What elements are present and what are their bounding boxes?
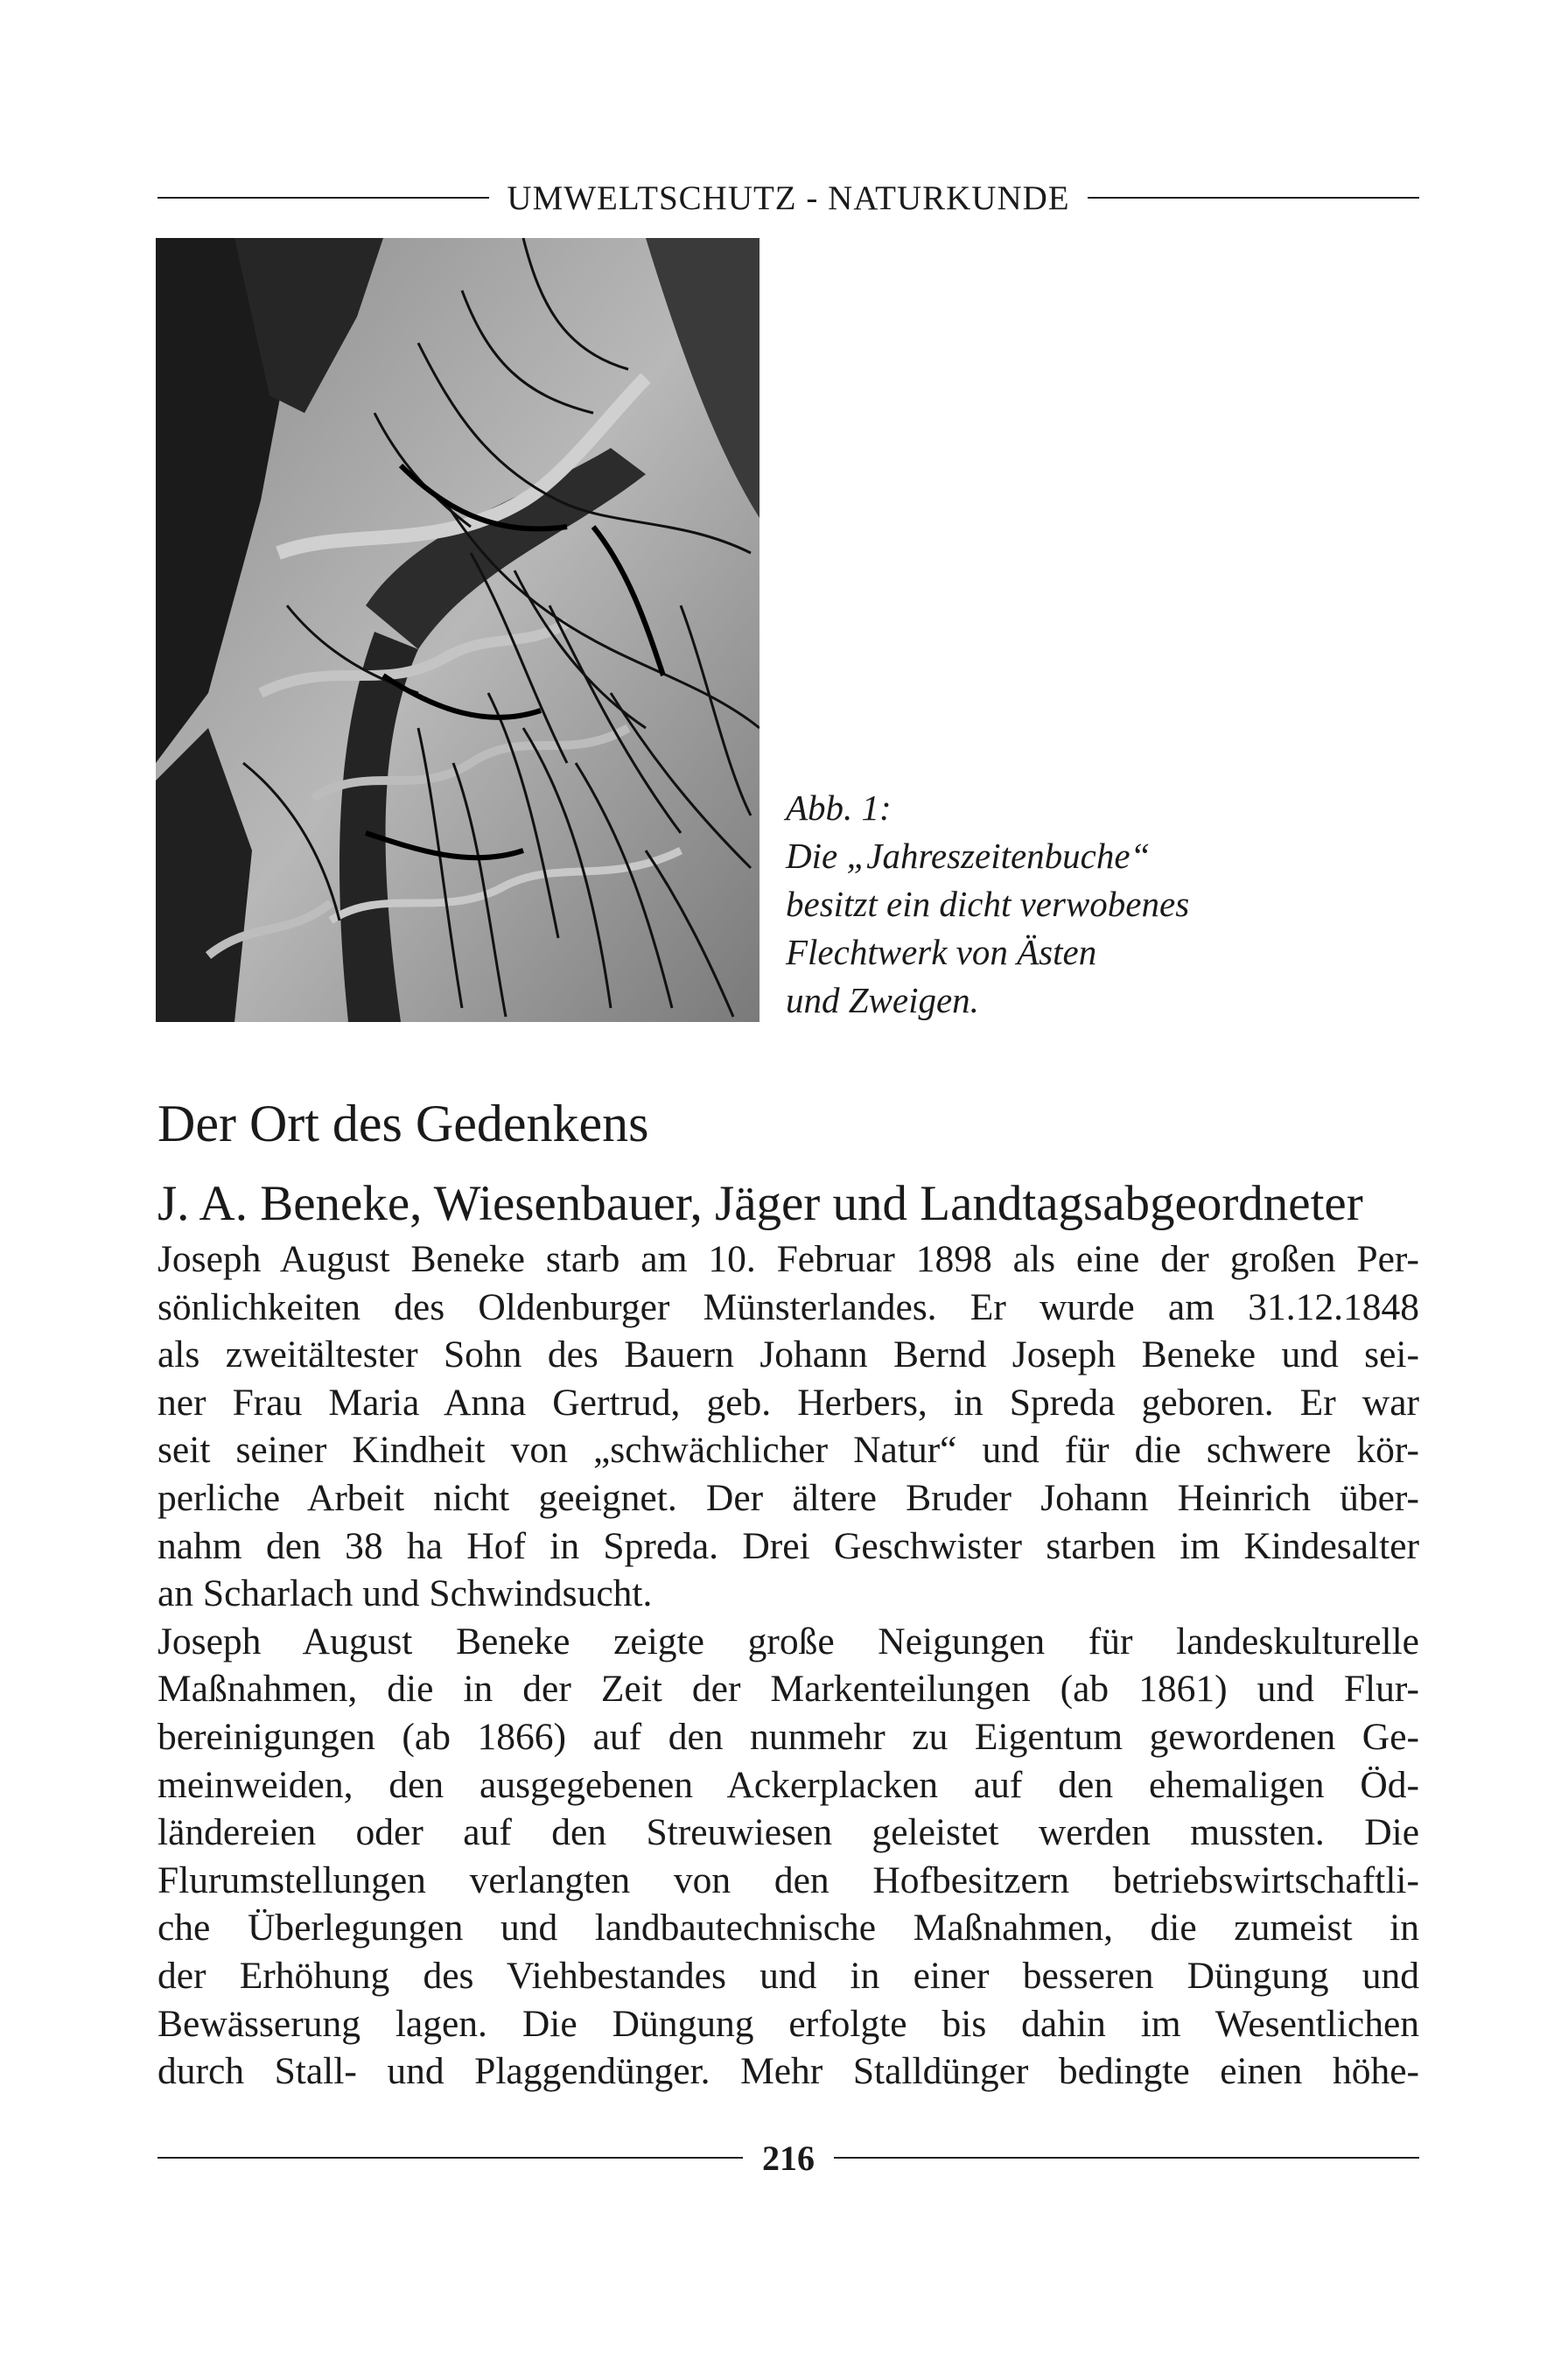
text-line: Flurumstellungen verlangten von den Hofbesitzern betriebswirtschaftli- bbox=[158, 1858, 1419, 1901]
text-line: che Überlegungen und landbautechnische Maßnahmen, die zumeist in bbox=[158, 1907, 1419, 1950]
section-subtitle: J. A. Beneke, Wiesenbauer, Jäger und Landtagsabgeordneter bbox=[158, 1176, 1363, 1231]
figure-caption bbox=[786, 784, 1346, 1025]
text-line: perliche Arbeit nicht geeignet. Der ältere Bruder Johann Heinrich über- bbox=[158, 1476, 1419, 1519]
text-line: Joseph August Beneke starb am 10. Februar 1898 als eine der großen Per- bbox=[158, 1238, 1419, 1280]
header-rule-left bbox=[158, 197, 489, 199]
text-line: ner Frau Maria Anna Gertrud, geb. Herbers, in Spreda geboren. Er war bbox=[158, 1381, 1419, 1424]
page-footer bbox=[158, 2132, 1419, 2184]
text-line: sönlichkeiten des Oldenburger Münsterlandes. Er wurde am 31.12.1848 bbox=[158, 1285, 1419, 1328]
caption-line: Flechtwerk von Ästen bbox=[786, 932, 1097, 972]
text-line: der Erhöhung des Viehbestandes und in einer besseren Düngung und bbox=[158, 1954, 1419, 1997]
text-line: Maßnahmen, die in der Zeit der Markenteilungen (ab 1861) und Flur- bbox=[158, 1668, 1419, 1711]
text-line: Bewässerung lagen. Die Düngung erfolgte bis dahin im Wesentlichen bbox=[158, 2002, 1419, 2045]
caption-line: Die „Jahreszeitenbuche“ bbox=[786, 836, 1151, 876]
text-line: bereinigungen (ab 1866) auf den nunmehr zu Eigentum gewordenen Ge- bbox=[158, 1715, 1419, 1758]
footer-rule-left bbox=[158, 2157, 743, 2159]
running-title: UMWELTSCHUTZ - NATURKUNDE bbox=[507, 178, 1070, 217]
running-header bbox=[158, 172, 1419, 224]
header-rule-right bbox=[1088, 197, 1419, 199]
beech-tree-photo bbox=[156, 238, 760, 1022]
article-body bbox=[158, 1236, 1419, 2096]
caption-line: besitzt ein dicht verwobenes bbox=[786, 884, 1190, 924]
caption-line: Abb. 1: bbox=[786, 788, 892, 828]
text-line: Joseph August Beneke zeigte große Neigungen für landeskulturelle bbox=[158, 1620, 1419, 1662]
text-line: ländereien oder auf den Streuwiesen geleistet werden mussten. Die bbox=[158, 1811, 1419, 1854]
beech-branches-image bbox=[156, 238, 760, 1022]
section-title: Der Ort des Gedenkens bbox=[158, 1095, 649, 1152]
text-line: nahm den 38 ha Hof in Spreda. Drei Geschwister starben im Kindesalter bbox=[158, 1524, 1419, 1567]
page-number: 216 bbox=[762, 2138, 815, 2178]
footer-rule-right bbox=[834, 2157, 1419, 2159]
text-line: als zweitältester Sohn des Bauern Johann Bernd Joseph Beneke und sei- bbox=[158, 1334, 1419, 1376]
caption-line: und Zweigen. bbox=[786, 980, 979, 1020]
text-line: meinweiden, den ausgegebenen Ackerplacken auf den ehemaligen Öd- bbox=[158, 1763, 1419, 1806]
text-line: seit seiner Kindheit von „schwächlicher Natur“ und für die schwere kör- bbox=[158, 1429, 1419, 1472]
text-line: durch Stall- und Plaggendünger. Mehr Stalldünger bedingte einen höhe- bbox=[158, 2050, 1419, 2093]
text-line: an Scharlach und Schwindsucht. bbox=[158, 1572, 653, 1615]
